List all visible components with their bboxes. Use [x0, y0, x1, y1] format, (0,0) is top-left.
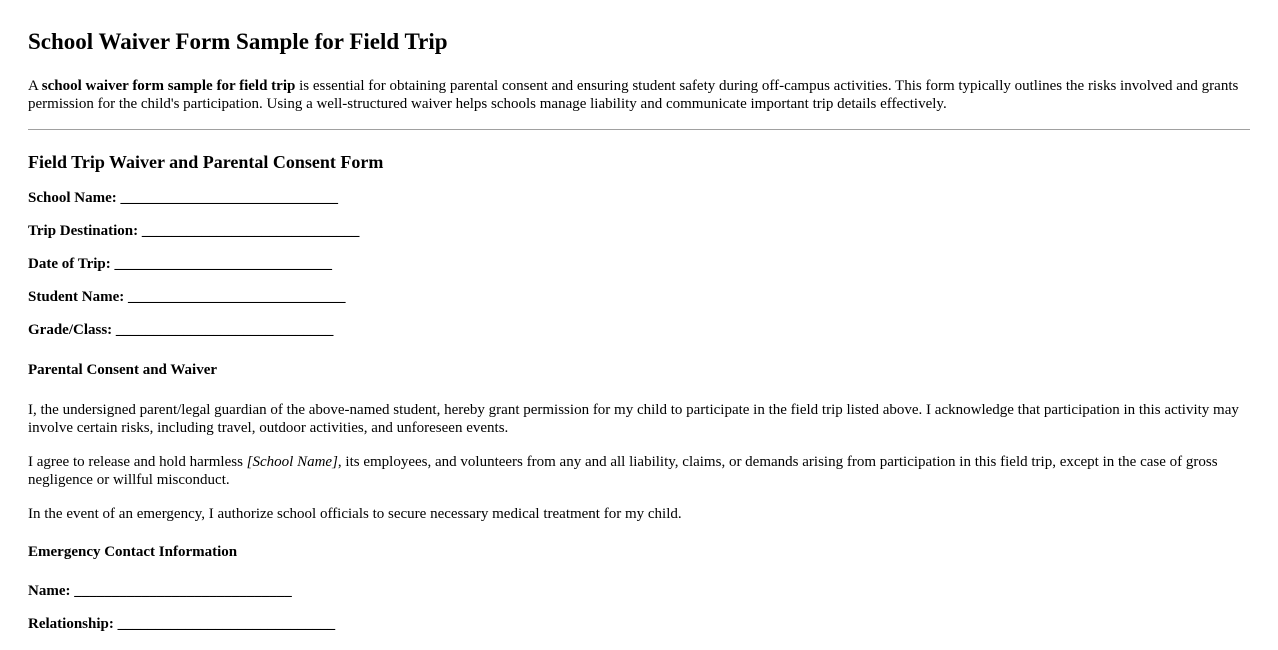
field-label: Relationship:	[28, 616, 114, 632]
field-grade-class	[28, 321, 1250, 339]
school-name-placeholder: [School Name]	[246, 454, 338, 470]
field-emergency-name	[28, 582, 1250, 600]
consent-paragraph-release	[28, 453, 1250, 489]
form-title: Field Trip Waiver and Parental Consent Form	[28, 152, 384, 172]
consent-paragraph-permission: I, the undersigned parent/legal guardian of the above-named student, hereby grant permission for my child to participate in the field trip listed above. I acknowledge that participation in this activity may involve certain risks, including travel, outdoor activities, and unforeseen events.	[28, 402, 1239, 436]
trip-destination-blank[interactable]: _____________________________	[141, 223, 360, 239]
date-of-trip-blank[interactable]: _____________________________	[114, 256, 333, 272]
emergency-name-blank[interactable]: _____________________________	[74, 583, 292, 599]
student-name-blank[interactable]: _____________________________	[128, 289, 346, 305]
release-prefix: I agree to release and hold harmless	[28, 454, 247, 470]
field-label: Trip Destination:	[28, 223, 139, 239]
field-trip-destination	[28, 222, 1250, 240]
school-name-blank[interactable]: _____________________________	[120, 190, 338, 206]
section-divider	[28, 129, 1250, 130]
field-label: Student Name:	[28, 289, 125, 305]
trip-fields	[28, 189, 1250, 339]
field-label: School Name:	[28, 190, 117, 206]
field-student-name	[28, 288, 1250, 306]
release-suffix: , its employees, and volunteers from any and all liability, claims, or demands arising from participation in this field trip, except in the case of gross negligence or willful misconduct.	[28, 454, 1218, 488]
field-label: Date of Trip:	[28, 256, 111, 272]
field-label: Grade/Class:	[28, 322, 113, 338]
intro-keyword: school waiver form sample for field trip	[41, 78, 296, 94]
field-emergency-relationship	[28, 615, 1250, 633]
page-title: School Waiver Form Sample for Field Trip	[28, 29, 448, 54]
intro-suffix: is essential for obtaining parental consent and ensuring student safety during off-campus activities. This form typically outlines the risks involved and grants permission for the child's participation. Using a well-structured waiver helps schools manage liability and communicate important trip details effectively.	[28, 78, 1239, 112]
intro-prefix: A	[28, 78, 42, 94]
field-school-name	[28, 189, 1250, 207]
consent-heading: Parental Consent and Waiver	[28, 362, 218, 378]
consent-paragraph-medical: In the event of an emergency, I authorize school officials to secure necessary medical treatment for my child.	[28, 506, 682, 522]
field-date-of-trip	[28, 255, 1250, 273]
field-label: Name:	[28, 583, 71, 599]
intro-paragraph	[28, 77, 1250, 113]
emergency-heading: Emergency Contact Information	[28, 544, 238, 560]
grade-class-blank[interactable]: _____________________________	[115, 322, 334, 338]
relationship-blank[interactable]: _____________________________	[117, 616, 336, 632]
